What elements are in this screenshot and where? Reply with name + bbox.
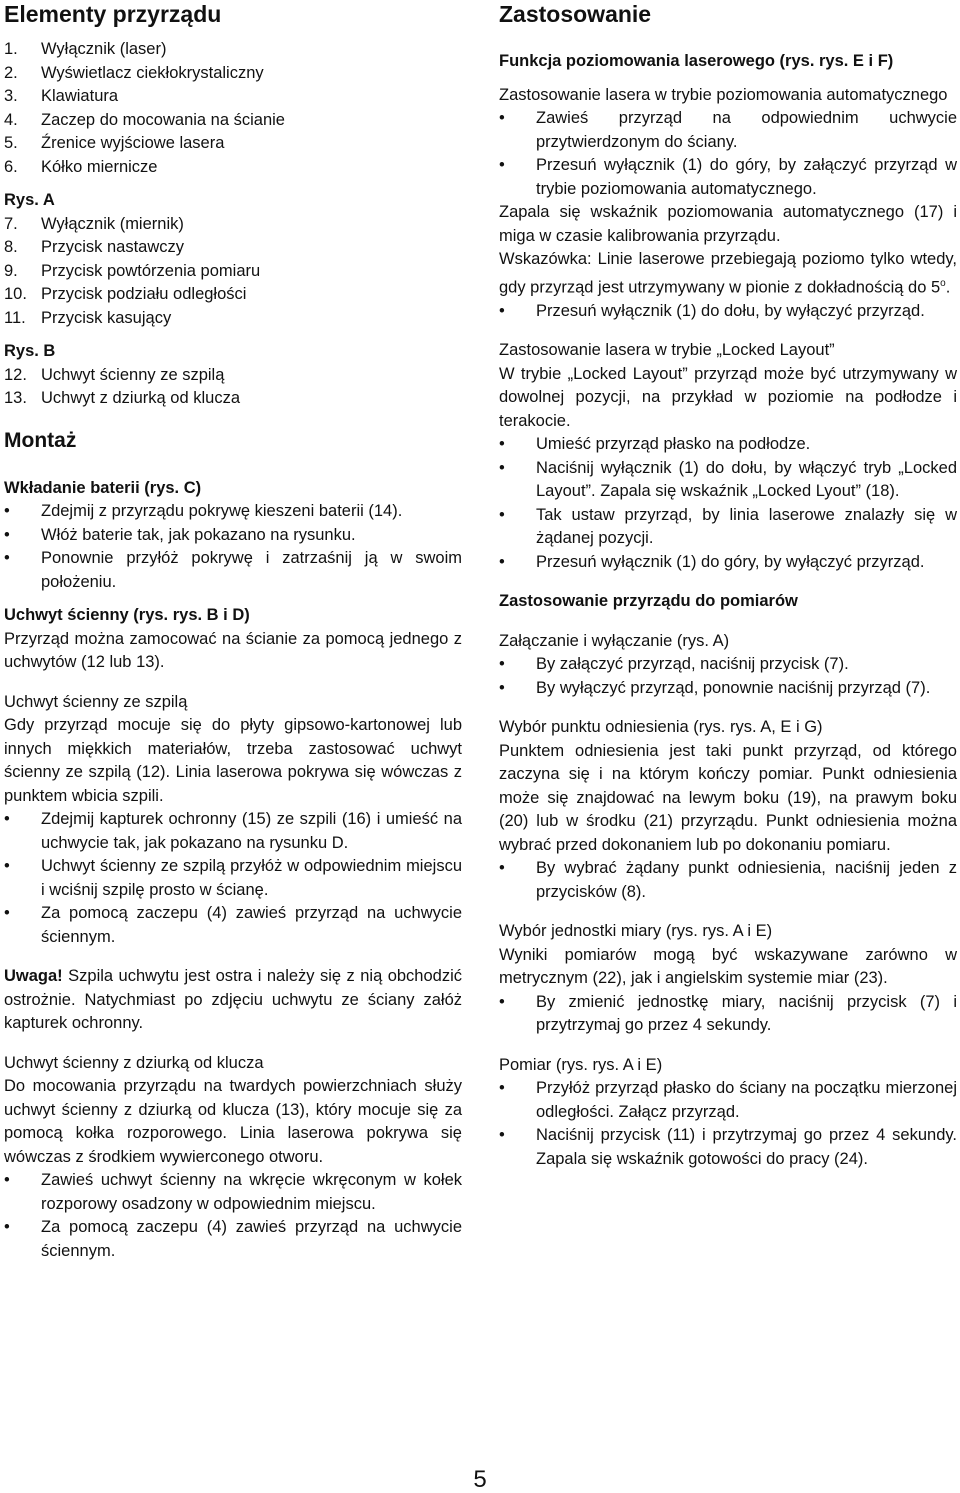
- bullet-item: • Ponownie przyłóż pokrywę i zatrzaśnij ją w swoim położeniu.: [4, 547, 462, 594]
- part-item: [4, 213, 462, 237]
- part-number: 9.: [4, 261, 18, 280]
- unit-bullets: [499, 991, 957, 1038]
- unit-heading: Wybór jednostki miary (rys. rys. A i E): [499, 922, 773, 940]
- part-number: 1.: [4, 40, 18, 58]
- right-column: [499, 0, 957, 1171]
- left-column: [4, 0, 462, 1263]
- bullet-item: • Naciśnij przycisk (11) i przytrzymaj go przez 4 sekundy. Zapala się wskaźnik gotowości do pracy (24).: [499, 1124, 957, 1171]
- tip-end: .: [945, 278, 951, 296]
- locked-layout-text: W trybie „Locked Layout” przyrząd może być utrzymywany w dowolnej pozycji, na przykład w poziomie na podłodze i terakocie.: [499, 364, 957, 430]
- key-mount-heading: Uchwyt ścienny z dziurką od klucza: [4, 1053, 264, 1072]
- bullet-item: • Przesuń wyłącznik (1) do góry, by załączyć przyrząd w trybie poziomowania automatycznego.: [499, 154, 957, 201]
- part-label: Przycisk nastawczy: [41, 238, 185, 256]
- pin-mount-text: Gdy przyrząd mocuje się do płyty gipsowo-kartonowej lub innych miękkich materiałów, trzeba zastosować uchwyt ścienny ze szpilą (12). Linia laserowa pokrywa się wówczas z punktem wbicia szpili.: [4, 716, 462, 805]
- section-title-montaz: Montaż: [4, 428, 77, 452]
- part-number: 3.: [4, 87, 18, 105]
- auto-level-bullets: [499, 107, 957, 201]
- degree-sup: o: [940, 277, 946, 289]
- locked-layout-bullets: [499, 433, 957, 574]
- bullet-item: • Zdejmij z przyrządu pokrywę kieszeni baterii (14).: [4, 500, 462, 524]
- part-label: Kółko miernicze: [41, 157, 158, 176]
- bullet-item: • Przesuń wyłącznik (1) do góry, by wyłączyć przyrząd.: [499, 551, 957, 575]
- pin-mount-bullets: [4, 808, 462, 949]
- bullet-item: • Przyłóż przyrząd płasko do ściany na początku mierzonej odległości. Załącz przyrząd.: [499, 1077, 957, 1124]
- parts-list-b: [4, 364, 462, 411]
- bullet-item: • By zmienić jednostkę miary, naciśnij przycisk (7) i przytrzymaj go przez 4 sekundy.: [499, 991, 957, 1038]
- part-label: Uchwyt ścienny ze szpilą: [41, 365, 225, 384]
- bullet-item: • By wybrać żądany punkt odniesienia, naciśnij jeden z przycisków (8).: [499, 857, 957, 904]
- wall-mount-text: Przyrząd można zamocować na ścianie za pomocą jednego z uchwytów (12 lub 13).: [4, 629, 462, 671]
- measure-heading: Zastosowanie przyrządu do pomiarów: [499, 592, 798, 610]
- part-number: 4.: [4, 110, 18, 129]
- part-label: Wyświetlacz ciekłokrystaliczny: [41, 63, 264, 82]
- part-label: Przycisk powtórzenia pomiaru: [41, 261, 261, 280]
- bullet-item: • Zdejmij kapturek ochronny (15) ze szpili (16) i umieść na uchwycie tak, jak pokazano na rysunku D.: [4, 808, 462, 855]
- wall-mount-heading: Uchwyt ścienny (rys. rys. B i D): [4, 606, 250, 624]
- part-number: 7.: [4, 214, 18, 233]
- part-number: 12.: [4, 365, 27, 384]
- battery-bullets: [4, 500, 462, 594]
- part-item: [4, 283, 462, 307]
- reference-heading: Wybór punktu odniesienia (rys. rys. A, E i G): [499, 718, 823, 736]
- part-item: [4, 260, 462, 284]
- part-item: [4, 38, 462, 62]
- part-number: 2.: [4, 63, 18, 82]
- part-item: [4, 307, 462, 331]
- parts-list: [4, 38, 462, 179]
- bullet-item: • Zawieś uchwyt ścienny na wkręcie wkręconym w kołek rozporowy osadzony w odpowiednim miejscu.: [4, 1169, 462, 1216]
- section-title-elementy: Elementy przyrządu: [4, 1, 222, 27]
- onoff-heading: Załączanie i wyłączanie (rys. A): [499, 631, 730, 650]
- part-label: Zaczep do mocowania na ścianie: [41, 110, 285, 129]
- bullet-item: • Naciśnij wyłącznik (1) do dołu, by włączyć tryb „Locked Layout”. Zapala się wskaźnik „Locked Lyout” (18).: [499, 457, 957, 504]
- part-label: Uchwyt z dziurką od klucza: [41, 389, 240, 407]
- page-number: 5: [473, 1466, 487, 1493]
- bullet-item: • Za pomocą zaczepu (4) zawieś przyrząd na uchwycie ściennym.: [4, 1216, 462, 1263]
- key-mount-text: Do mocowania przyrządu na twardych powierzchniach służy uchwyt ścienny z dziurką od klucza (13), który mocuje się za pomocą kołka rozporowego. Linia laserowa pokrywa się wówczas z środkiem wywierconego otworu.: [4, 1077, 462, 1166]
- part-item: [4, 156, 462, 180]
- bullet-item: • By wyłączyć przyrząd, ponownie naciśnij przyrząd (7).: [499, 677, 957, 701]
- part-label: Wyłącznik (miernik): [41, 214, 184, 233]
- part-item: [4, 85, 462, 109]
- warning-text: Szpila uchwytu jest ostra i należy się z nią obchodzić ostrożnie. Natychmiast po zdjęciu uchwytu ze ściany załóż kapturek ochronny.: [4, 967, 462, 1032]
- locked-layout-heading: Zastosowanie lasera w trybie „Locked Layout”: [499, 341, 835, 359]
- part-label: Wyłącznik (laser): [41, 40, 167, 58]
- part-number: 11.: [4, 308, 26, 327]
- part-item: [4, 236, 462, 260]
- bullet-item: • Umieść przyrząd płasko na podłodze.: [499, 433, 957, 457]
- part-item: [4, 364, 462, 388]
- part-item: [4, 132, 462, 156]
- part-label: Przycisk podziału odległości: [41, 285, 247, 303]
- bullet-item: • Zawieś przyrząd na odpowiednim uchwycie przytwierdzonym do ściany.: [499, 107, 957, 154]
- part-number: 5.: [4, 134, 18, 152]
- bullet-item: • Przesuń wyłącznik (1) do dołu, by wyłączyć przyrząd.: [499, 300, 957, 324]
- bullet-item: • By załączyć przyrząd, naciśnij przycisk (7).: [499, 653, 957, 677]
- pomiar-heading: Pomiar (rys. rys. A i E): [499, 1055, 663, 1074]
- bullet-item: • Tak ustaw przyrząd, by linia laserowe znalazły się w żądanej pozycji.: [499, 504, 957, 551]
- unit-text: Wyniki pomiarów mogą być wskazywane zarówno w metrycznym (22), jak i angielskim systemie miar (23).: [499, 945, 957, 987]
- rys-a-heading: Rys. A: [4, 191, 55, 209]
- warning-paragraph: [4, 965, 462, 1036]
- reference-bullets: [499, 857, 957, 904]
- parts-list-a: [4, 213, 462, 331]
- part-number: 8.: [4, 238, 18, 256]
- pomiar-bullets: [499, 1077, 957, 1171]
- section-title-zastosowanie: Zastosowanie: [499, 1, 652, 27]
- warning-label: Uwaga!: [4, 967, 63, 985]
- part-number: 10.: [4, 285, 27, 303]
- key-mount-bullets: [4, 1169, 462, 1263]
- auto-level-heading: Zastosowanie lasera w trybie poziomowania automatycznego: [499, 85, 948, 104]
- part-item: [4, 62, 462, 86]
- auto-level-text: Zapala się wskaźnik poziomowania automatycznego (17) i miga w czasie kalibrowania przyrządu.: [499, 203, 957, 245]
- bullet-item: • Uchwyt ścienny ze szpilą przyłóż w odpowiednim miejscu i wciśnij szpilę prosto w ścianę.: [4, 855, 462, 902]
- part-item: [4, 387, 462, 411]
- part-label: Źrenice wyjściowe lasera: [41, 134, 225, 152]
- part-label: Przycisk kasujący: [41, 308, 172, 327]
- bullet-item: • Za pomocą zaczepu (4) zawieś przyrząd na uchwycie ściennym.: [4, 902, 462, 949]
- tip-text: Wskazówka: Linie laserowe przebiegają poziomo tylko wtedy, gdy przyrząd jest utrzymywany w pionie z dokładnością do 5: [499, 250, 957, 296]
- pin-mount-heading: Uchwyt ścienny ze szpilą: [4, 692, 188, 711]
- part-label: Klawiatura: [41, 87, 119, 105]
- level-heading: Funkcja poziomowania laserowego (rys. rys. E i F): [499, 52, 894, 70]
- part-number: 6.: [4, 157, 18, 176]
- bullet-item: • Włóż baterie tak, jak pokazano na rysunku.: [4, 524, 462, 548]
- tip-paragraph: [499, 248, 957, 300]
- part-item: [4, 109, 462, 133]
- rys-b-heading: Rys. B: [4, 342, 56, 360]
- battery-heading: Wkładanie baterii (rys. C): [4, 478, 202, 497]
- reference-text: Punktem odniesienia jest taki punkt przyrząd, od którego zaczyna się i na którym kończy pomiar. Punkt odniesienia może się znajdować na lewym boku (19), na prawym boku (20) lub w środku (21) przyrządu. Punkt odniesienia można wybrać przed dokonaniem lub po dokonaniu pomiaru.: [499, 741, 957, 854]
- part-number: 13.: [4, 389, 27, 407]
- onoff-bullets: [499, 653, 957, 700]
- auto-level-bullets-2: [499, 300, 957, 324]
